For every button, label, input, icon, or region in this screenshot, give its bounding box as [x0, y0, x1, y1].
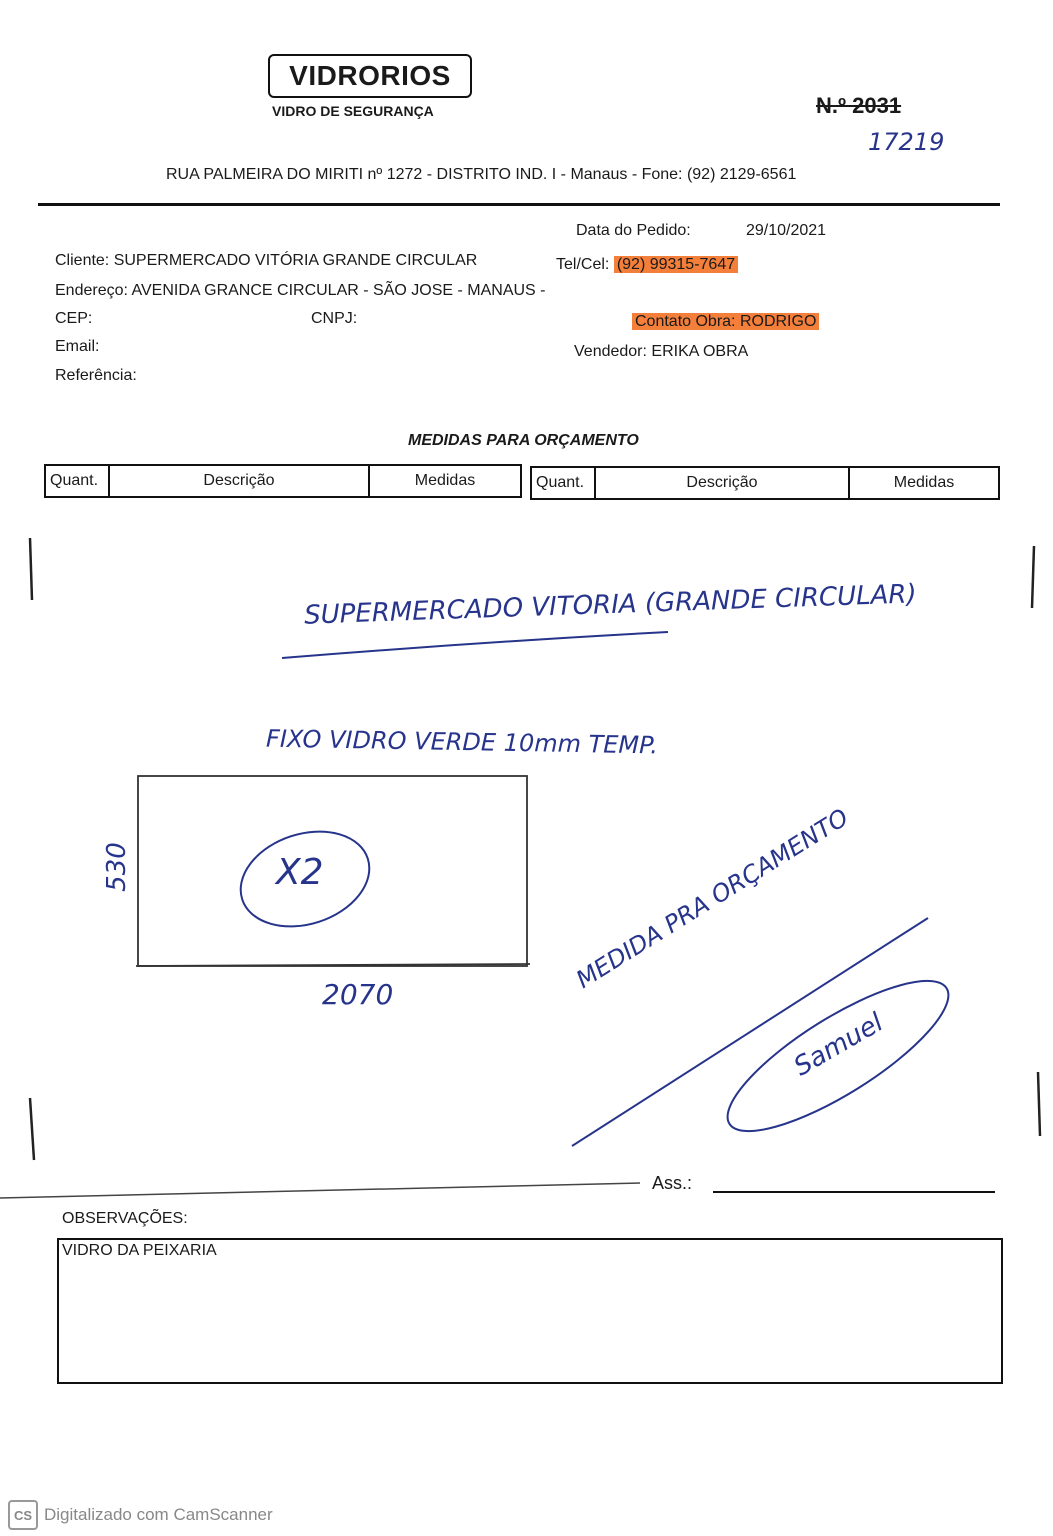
scanner-watermark — [8, 1500, 273, 1530]
cnpj-label: CNPJ: — [311, 310, 358, 327]
margin-bracket-mark — [30, 538, 32, 600]
site-contact-value: Contato Obra: RODRIGO — [632, 313, 819, 330]
col-header-measures: Medidas — [849, 467, 999, 499]
signature-label: Ass.: — [652, 1173, 693, 1193]
cep-label: CEP: — [55, 310, 93, 327]
company-logo: VIDRORIOS — [268, 54, 472, 98]
margin-bracket-mark — [30, 1098, 34, 1160]
margin-bracket-mark — [1038, 1072, 1040, 1136]
signature-line — [713, 1191, 995, 1193]
title-underline — [282, 632, 668, 658]
handwritten-signature: Samuel — [789, 1007, 889, 1083]
scanner-watermark-text: Digitalizado com CamScanner — [44, 1505, 273, 1524]
glass-panel-drawing — [138, 776, 527, 966]
handwritten-form-number: 17219 — [868, 128, 945, 156]
reference-label: Referência: — [55, 367, 137, 384]
phone-value: (92) 99315-7647 — [614, 256, 738, 273]
col-header-quantity: Quant. — [45, 465, 109, 497]
observations-label: OBSERVAÇÕES: — [62, 1210, 188, 1227]
handwritten-quantity: X2 — [276, 852, 324, 893]
handwritten-title: SUPERMERCADO VITORIA (GRANDE CIRCULAR) — [303, 579, 918, 631]
order-date-value: 29/10/2021 — [746, 222, 827, 239]
handwritten-width: 2070 — [322, 978, 394, 1011]
camscanner-icon: CS — [8, 1500, 38, 1530]
col-header-quantity: Quant. — [531, 467, 595, 499]
section-title: MEDIDAS PARA ORÇAMENTO — [408, 432, 639, 449]
client-name: Cliente: SUPERMERCADO VITÓRIA GRANDE CIRCULAR — [55, 252, 478, 269]
col-header-measures: Medidas — [369, 465, 521, 497]
email-label: Email: — [55, 338, 100, 355]
salesperson: Vendedor: ERIKA OBRA — [574, 343, 749, 360]
col-header-description: Descrição — [109, 465, 369, 497]
form-number: N.º 2031 — [816, 93, 902, 118]
client-address: Endereço: AVENIDA GRANCE CIRCULAR - SÃO JOSE - MANAUS - — [55, 282, 546, 299]
signature-baseline — [0, 1183, 640, 1198]
margin-bracket-mark — [1032, 546, 1034, 608]
handwritten-height: 530 — [101, 842, 132, 892]
order-date-label: Data do Pedido: — [576, 222, 691, 239]
company-address: RUA PALMEIRA DO MIRITI nº 1272 - DISTRITO IND. I - Manaus - Fone: (92) 2129-6561 — [166, 166, 797, 183]
phone-label: Tel/Cel: — [556, 256, 610, 273]
handwritten-note: MEDIDA PRA ORÇAMENTO — [571, 803, 854, 994]
company-tagline: VIDRO DE SEGURANÇA — [272, 103, 434, 119]
handwritten-description: FIXO VIDRO VERDE 10mm TEMP. — [265, 724, 659, 760]
observations-text: VIDRO DA PEIXARIA — [62, 1242, 217, 1259]
col-header-description: Descrição — [595, 467, 849, 499]
